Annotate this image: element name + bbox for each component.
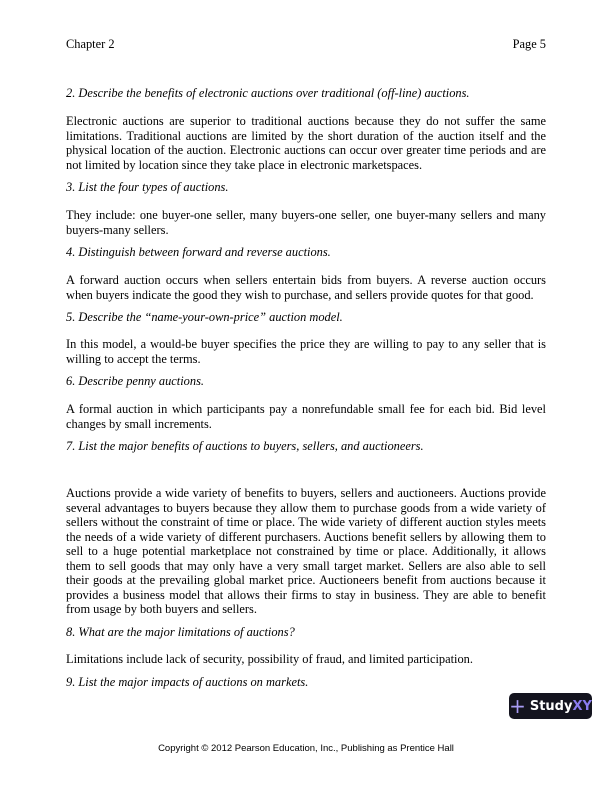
answer-2: Electronic auctions are superior to traditional auctions because they do not suffer the same limitations. Traditional auctions are limited by the short duration of the auction itself and the physical location of the auction. Electronic auctions can occur over greater time periods and are not limited by location since they take place in electronic marketspaces. xyxy=(66,114,546,172)
question-4: 4. Distinguish between forward and reverse auctions. xyxy=(66,245,331,259)
question-5: 5. Describe the “name-your-own-price” auction model. xyxy=(66,310,343,324)
answer-7: Auctions provide a wide variety of benefits to buyers, sellers and auctioneers. Auctions provide several advantages to buyers because they allow them to purchase goods from a wide variety of sellers without the constraint of time or place. The wide variety of different auction styles meets the needs of a wide variety of different purchasers. Auctions benefit sellers by allowing them to sell to a huge potential marketplace not constrained by time or place. Additionally, it allows them to sell goods that may only have a very small target market. Sellers are also able to sell their goods at the prevailing global market price. Auctioneers benefit from auctions because it provides a business model that allows their firms to stay in business. They are able to benefit from usage by both buyers and sellers. xyxy=(66,486,546,616)
chapter-label: Chapter 2 xyxy=(66,37,115,51)
question-6: 6. Describe penny auctions. xyxy=(66,374,204,388)
question-8: 8. What are the major limitations of auctions? xyxy=(66,625,295,639)
logo-text: Study xyxy=(529,698,573,714)
answer-8: Limitations include lack of security, possibility of fraud, and limited participation. xyxy=(66,652,473,666)
question-2: 2. Describe the benefits of electronic auctions over traditional (off-line) auctions. xyxy=(66,86,470,100)
question-3: 3. List the four types of auctions. xyxy=(66,180,229,194)
copyright-footer: Copyright © 2012 Pearson Education, Inc., Publishing as Prentice Hall xyxy=(158,743,454,754)
question-7: 7. List the major benefits of auctions to buyers, sellers, and auctioneers. xyxy=(66,439,424,453)
answer-5: In this model, a would-be buyer specifies the price they are willing to pay to any seller that is willing to accept the terms. xyxy=(66,337,546,366)
page-number: Page 5 xyxy=(512,37,546,51)
studyxy-logo xyxy=(509,693,592,719)
answer-4: A forward auction occurs when sellers entertain bids from buyers. A reverse auction occurs when buyers indicate the good they wish to purchase, and sellers provide quotes for that good. xyxy=(66,273,546,302)
question-9: 9. List the major impacts of auctions on markets. xyxy=(66,675,309,689)
logo-accent: XY xyxy=(572,698,592,714)
answer-3: They include: one buyer-one seller, many buyers-one seller, one buyer-many sellers and many buyers-many sellers. xyxy=(66,208,546,237)
plus-icon: + xyxy=(509,694,526,718)
answer-6: A formal auction in which participants pay a nonrefundable small fee for each bid. Bid level changes by small increments. xyxy=(66,402,546,431)
